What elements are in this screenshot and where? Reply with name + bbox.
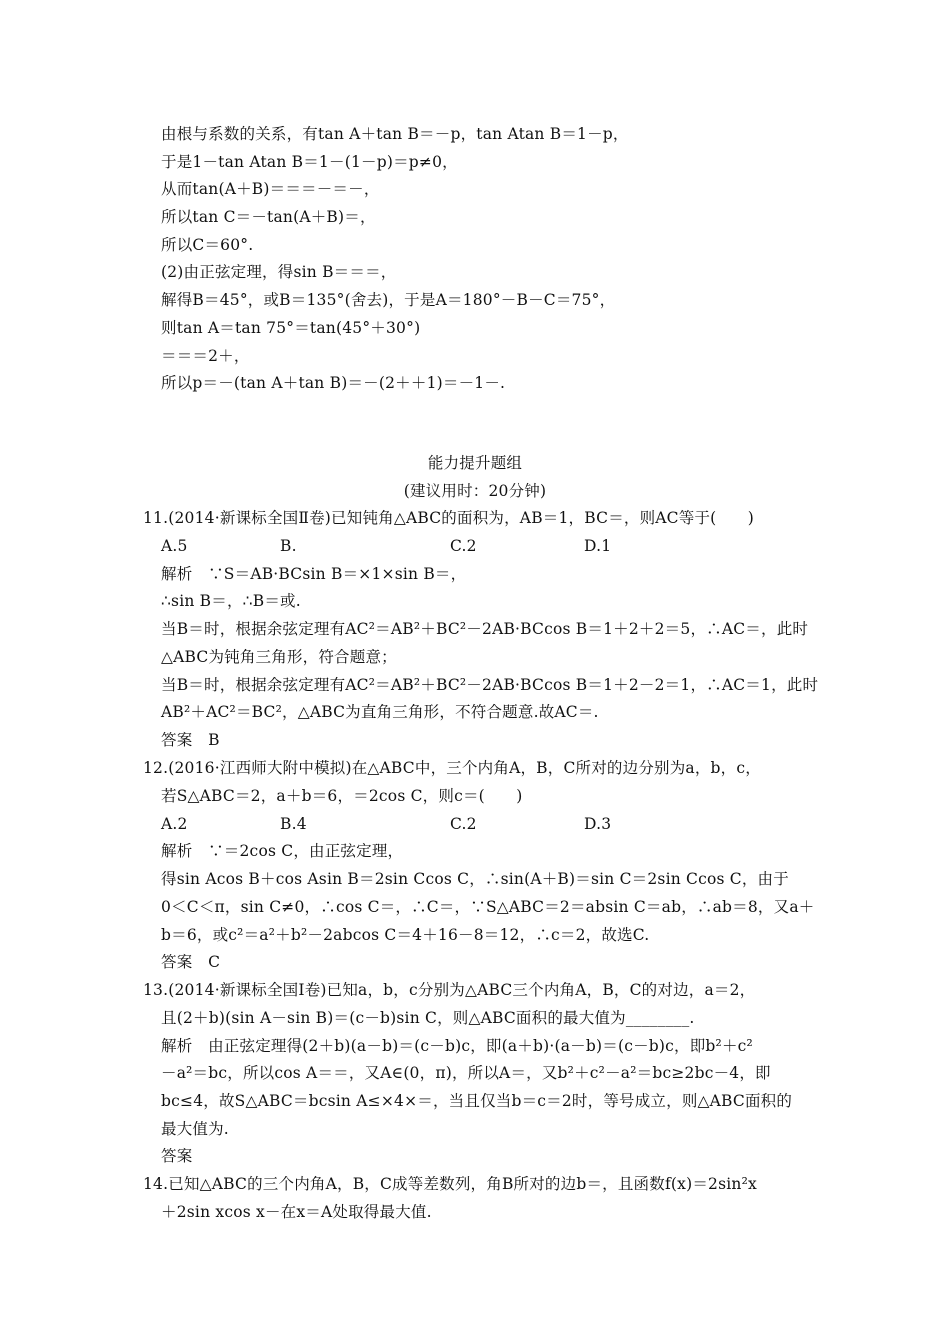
- analysis-line: b＝6，或c²＝a²＋b²－2abcos C＝4＋16－8＝12，∴c＝2，故选C.: [161, 926, 650, 944]
- option-a: A.5: [161, 537, 188, 555]
- problem-13-question: 13.(2014·新课标全国Ⅰ卷)已知a，b，c分别为△ABC三个内角A，B，C的对边，a＝2，: [143, 981, 756, 999]
- problem-14-question: 14.已知△ABC的三个内角A，B，C成等差数列，角B所对的边b＝，且函数f(x)＝2sin²x: [143, 1175, 757, 1193]
- answer-line: 答案 C: [161, 953, 221, 971]
- analysis-line: －a²＝bc，所以cos A＝＝，又A∈(0，π)，所以A＝，又b²＋c²－a²＝bc≥2bc－4，即: [161, 1064, 771, 1082]
- analysis-line: ∴sin B＝，∴B＝或.: [161, 592, 301, 610]
- analysis-line: 0＜C＜π，sin C≠0，∴cos C＝，∴C＝，∵S△ABC＝2＝absin C＝ab，∴ab＝8，又a＋: [161, 898, 815, 916]
- option-b: B.: [280, 537, 297, 555]
- analysis-line: 最大值为.: [161, 1120, 229, 1138]
- solution-line: 所以p＝－(tan A＋tan B)＝－(2＋＋1)＝－1－.: [161, 374, 506, 392]
- analysis-line: 解析 ∵＝2cos C，由正弦定理，: [161, 842, 404, 860]
- option-c: C.2: [450, 537, 477, 555]
- problem-12-question: 若S△ABC＝2，a＋b＝6，＝2cos C，则c＝( ): [161, 787, 523, 805]
- answer-line: 答案 B: [161, 731, 220, 749]
- solution-line: (2)由正弦定理，得sin B＝＝＝，: [161, 263, 397, 281]
- analysis-line: 解析 ∵S＝AB·BCsin B＝×1×sin B＝，: [161, 565, 467, 583]
- solution-line: 解得B＝45°，或B＝135°(舍去)，于是A＝180°－B－C＝75°，: [161, 291, 616, 309]
- problem-11-question: 11.(2014·新课标全国Ⅱ卷)已知钝角△ABC的面积为，AB＝1，BC＝，则AC等于( ): [143, 509, 755, 527]
- analysis-line: △ABC为钝角三角形，符合题意；: [161, 648, 397, 666]
- problem-14-question: ＋2sin xcos x－在x＝A处取得最大值.: [161, 1203, 432, 1221]
- analysis-line: bc≤4，故S△ABC＝bcsin A≤×4×＝，当且仅当b＝c＝2时，等号成立，则△ABC面积的: [161, 1092, 793, 1110]
- solution-line: 由根与系数的关系，有tan A＋tan B＝－p，tan Atan B＝1－p，: [161, 125, 629, 143]
- solution-line: 所以C＝60°.: [161, 236, 254, 254]
- analysis-line: 当B＝时，根据余弦定理有AC²＝AB²＋BC²－2AB·BCcos B＝1＋2＋2＝5，∴AC＝，此时: [161, 620, 809, 638]
- solution-line: 从而tan(A＋B)＝＝＝－＝－，: [161, 180, 380, 198]
- problem-13-question: 且(2＋b)(sin A－sin B)＝(c－b)sin C，则△ABC面积的最大值为________.: [161, 1009, 695, 1027]
- analysis-line: AB²＋AC²＝BC²，△ABC为直角三角形，不符合题意.故AC＝.: [161, 703, 599, 721]
- section-subtitle: (建议用时：20分钟): [403, 482, 547, 500]
- analysis-line: 当B＝时，根据余弦定理有AC²＝AB²＋BC²－2AB·BCcos B＝1＋2－2＝1，∴AC＝1，此时: [161, 676, 819, 694]
- option-b: B.4: [280, 815, 307, 833]
- problem-12-question: 12.(2016·江西师大附中模拟)在△ABC中，三个内角A，B，C所对的边分别为a，b，c，: [143, 759, 761, 777]
- answer-line: 答案: [161, 1147, 193, 1165]
- solution-line: 则tan A＝tan 75°＝tan(45°＋30°): [161, 319, 421, 337]
- solution-line: 所以tan C＝－tan(A＋B)＝，: [161, 208, 376, 226]
- option-c: C.2: [450, 815, 477, 833]
- analysis-line: 解析 由正弦定理得(2＋b)(a－b)＝(c－b)c，即(a＋b)·(a－b)＝(c－b)c，即b²＋c²: [161, 1037, 753, 1055]
- solution-line: ＝＝＝2＋，: [161, 347, 250, 365]
- option-d: D.3: [584, 815, 612, 833]
- option-d: D.1: [584, 537, 612, 555]
- analysis-line: 得sin Acos B＋cos Asin B＝2sin Ccos C，∴sin(A＋B)＝sin C＝2sin Ccos C，由于: [161, 870, 789, 888]
- option-a: A.2: [161, 815, 188, 833]
- solution-line: 于是1－tan Atan B＝1－(1－p)＝p≠0，: [161, 153, 458, 171]
- section-title: 能力提升题组: [427, 454, 523, 472]
